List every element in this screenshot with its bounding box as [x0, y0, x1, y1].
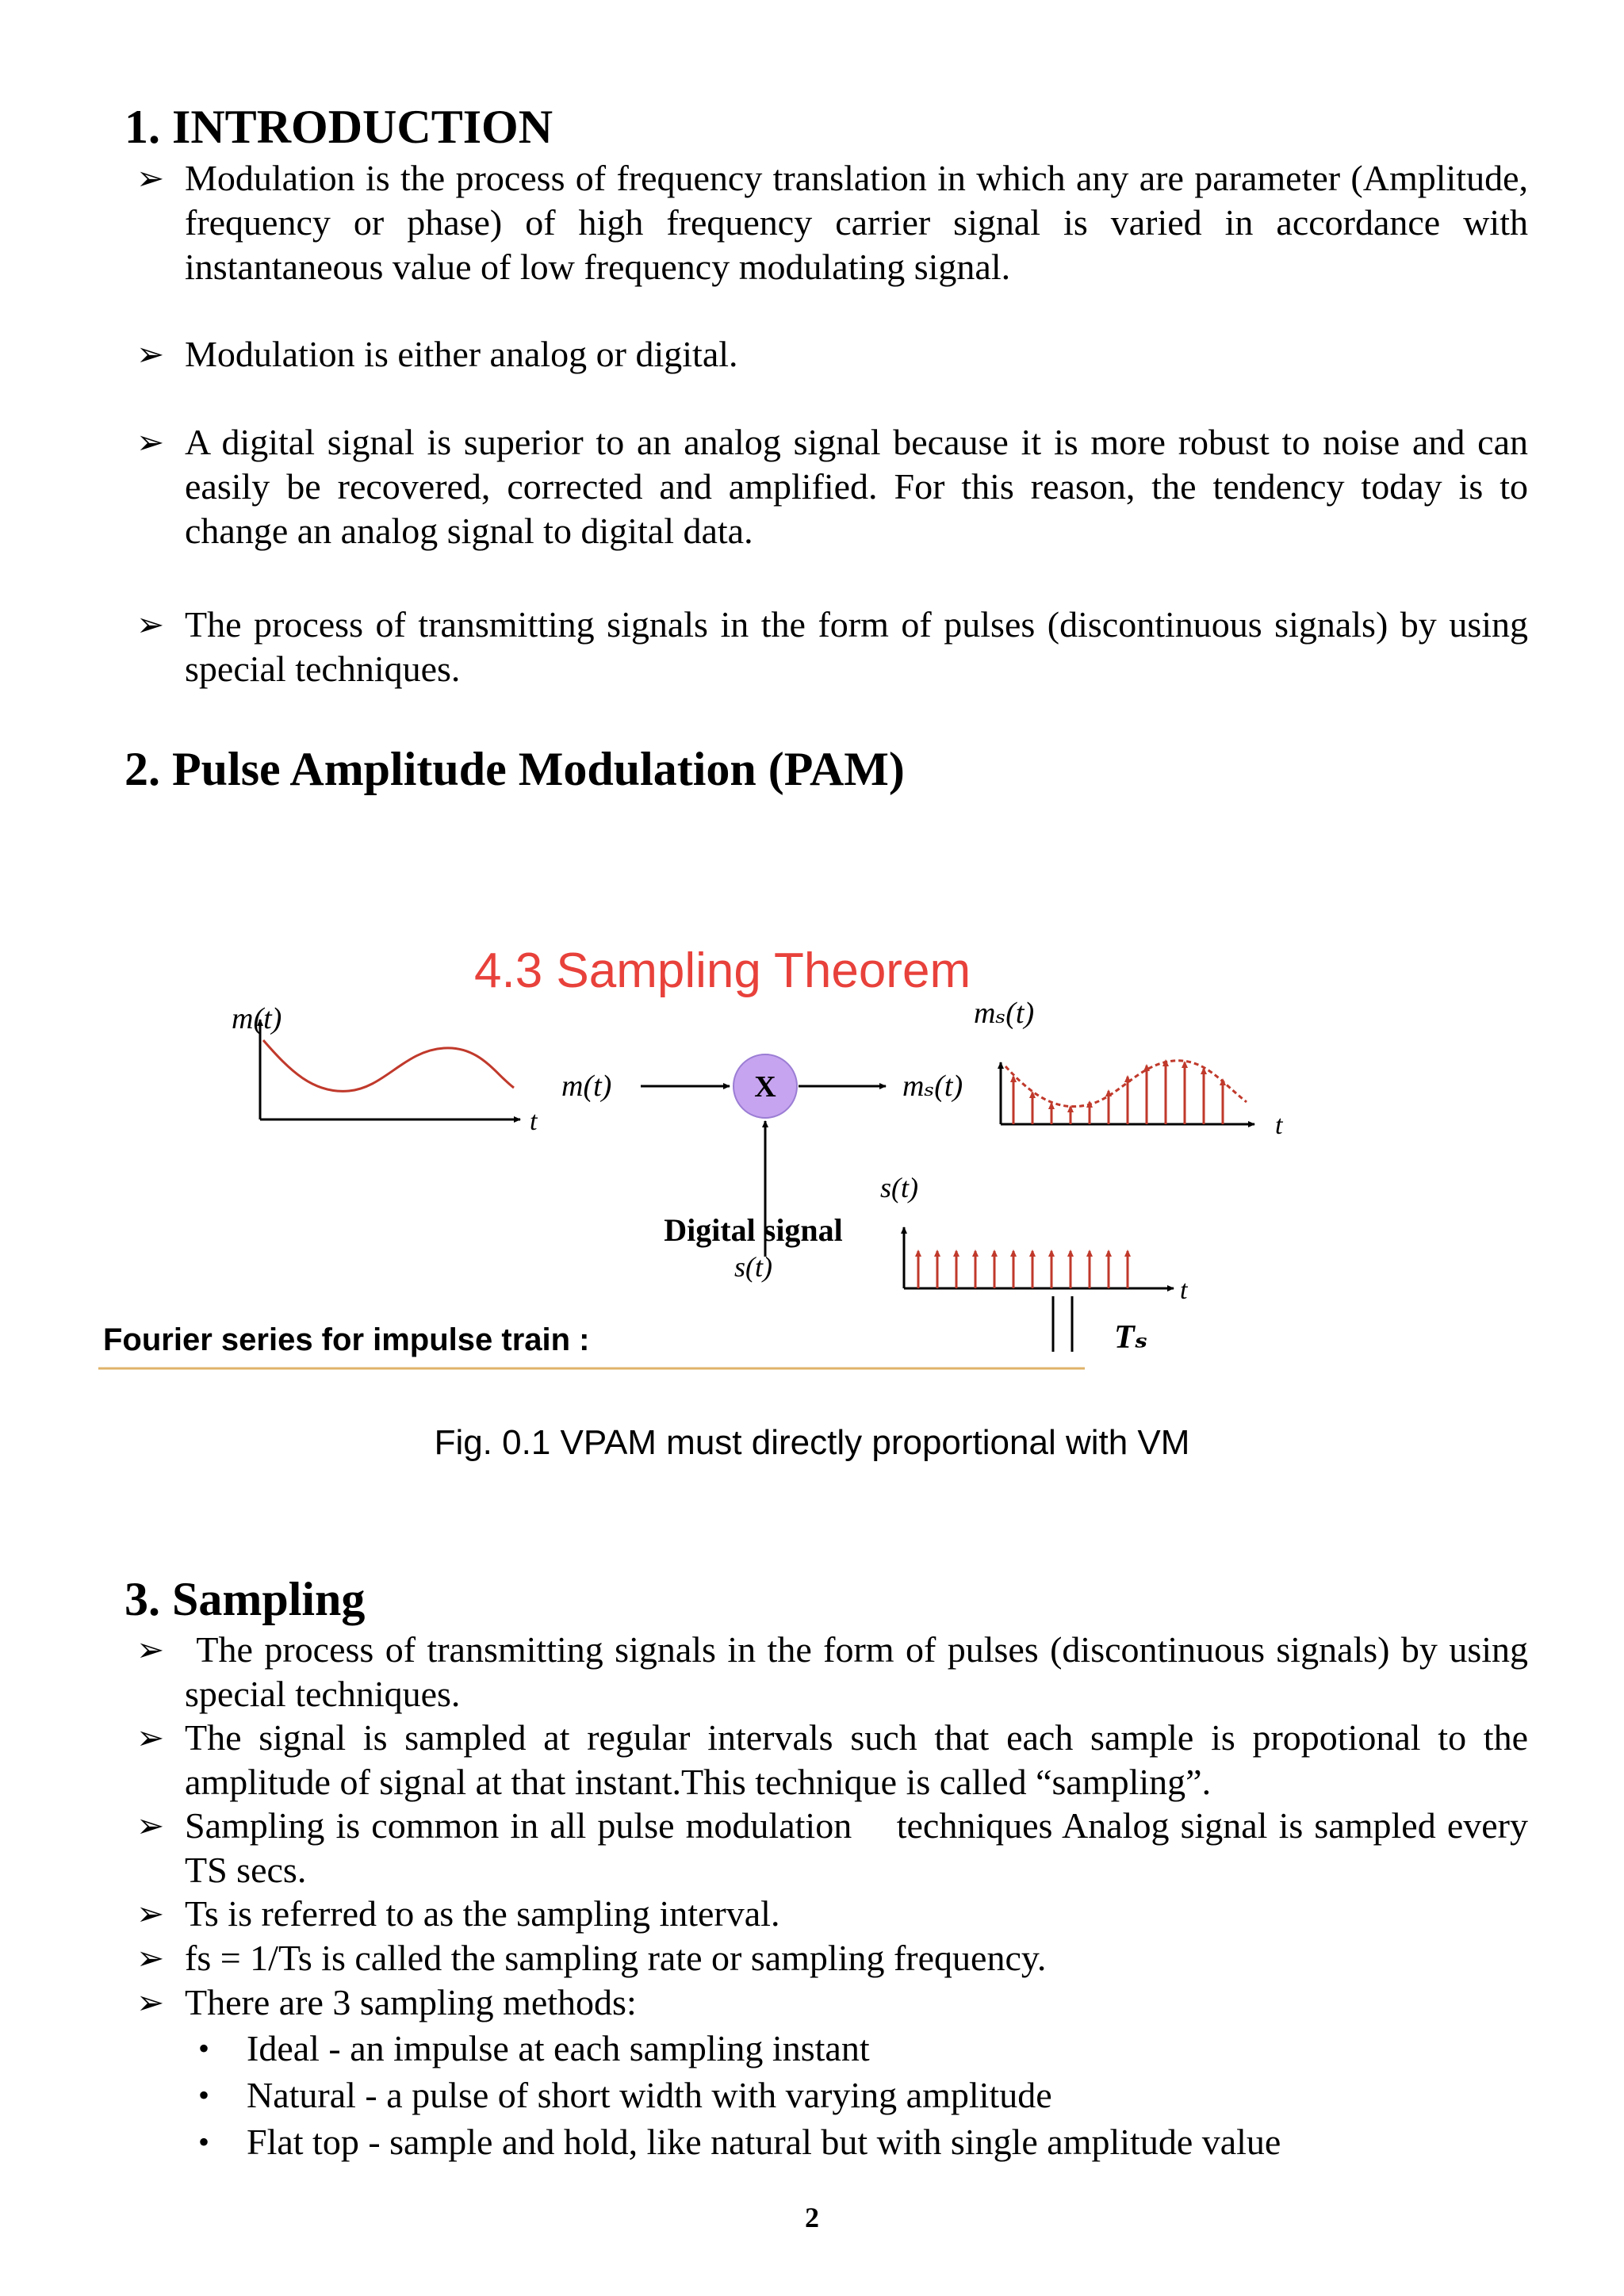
sampling-bullet-4	[136, 1892, 1528, 1936]
page-number: 2	[805, 2202, 819, 2233]
sampling-method-flat-top-text: Flat top - sample and hold, like natural but with single amplitude value	[247, 2122, 1281, 2162]
sampling-method-ideal-text: Ideal - an impulse at each sampling instant	[247, 2028, 870, 2068]
intro-bullet-4	[136, 603, 1528, 691]
mt-axis-label: m(t)	[232, 1002, 282, 1035]
intro-bullet-3	[136, 420, 1528, 553]
ms-axis-label: mₛ(t)	[974, 997, 1035, 1030]
impulse-train	[918, 1251, 1128, 1288]
intro-bullet-1	[136, 156, 1528, 289]
arrow-bullet-icon: ➢	[136, 1894, 165, 1933]
section-title-sampling: 3. Sampling	[124, 1573, 366, 1625]
sampling-method-flat-top	[198, 2120, 1507, 2164]
arrow-bullet-icon: ➢	[136, 605, 165, 644]
section-title-introduction: 1. INTRODUCTION	[124, 101, 553, 153]
figure-heading: 4.3 Sampling Theorem	[474, 943, 971, 998]
intro-bullet-1-text: Modulation is the process of frequency translation in which any are parameter (Amplitude, frequency or phase) of high frequency carrier signal is varied in accordance with instantaneous value of low frequency modulating signal.	[185, 158, 1528, 287]
intro-bullet-2	[136, 332, 1528, 377]
sampling-bullet-3-text: Sampling is common in all pulse modulation techniques Analog signal is sampled every TS secs.	[185, 1805, 1537, 1890]
digital-signal-label: Digital signal	[664, 1212, 843, 1248]
sampling-method-natural-text: Natural - a pulse of short width with varying amplitude	[247, 2075, 1052, 2115]
sampled-impulses	[1013, 1061, 1223, 1124]
output-signal-label: mₛ(t)	[902, 1070, 963, 1103]
intro-bullet-4-text: The process of transmitting signals in the form of pulses (discontinuous signals) by using special techniques.	[185, 604, 1528, 689]
mt-t-label: t	[530, 1107, 538, 1136]
ms-envelope-curve	[1005, 1061, 1247, 1107]
st-t-label: t	[1180, 1276, 1188, 1305]
section-title-pam: 2. Pulse Amplitude Modulation (PAM)	[124, 743, 905, 795]
sampling-method-natural	[198, 2073, 1507, 2118]
fourier-label: Fourier series for impulse train :	[103, 1322, 590, 1357]
sampling-bullet-2	[136, 1716, 1528, 1804]
ts-label: Tₛ	[1114, 1319, 1148, 1356]
sampling-bullet-5	[136, 1936, 1528, 1980]
digital-signal-sub-label: s(t)	[734, 1251, 772, 1283]
input-signal-label: m(t)	[561, 1070, 612, 1103]
st-axis-label: s(t)	[880, 1172, 918, 1203]
dot-bullet-icon: •	[198, 2077, 210, 2113]
multiplier-symbol: X	[754, 1070, 776, 1104]
ms-t-label: t	[1275, 1111, 1283, 1140]
arrow-bullet-icon: ➢	[136, 1983, 165, 2022]
intro-bullet-2-text: Modulation is either analog or digital.	[185, 334, 738, 374]
sampling-bullet-4-text: Ts is referred to as the sampling interval.	[185, 1893, 780, 1934]
arrow-bullet-icon: ➢	[136, 335, 165, 373]
arrow-bullet-icon: ➢	[136, 1806, 165, 1845]
arrow-bullet-icon: ➢	[136, 159, 165, 197]
figure-caption: Fig. 0.1 VPAM must directly proportional with VM	[434, 1423, 1190, 1462]
arrow-bullet-icon: ➢	[136, 423, 165, 461]
sampling-bullet-2-text: The signal is sampled at regular intervals such that each sample is propotional to the amplitude of signal at that instant.This technique is called “sampling”.	[185, 1717, 1528, 1802]
sampling-theorem-figure	[95, 936, 1283, 1387]
sampling-bullet-1-text: The process of transmitting signals in the form of pulses (discontinuous signals) by using special techniques.	[185, 1629, 1538, 1714]
modulating-signal-curve	[263, 1040, 514, 1091]
sampling-bullet-6-text: There are 3 sampling methods:	[185, 1982, 637, 2022]
sampling-method-ideal	[198, 2026, 1507, 2071]
sampling-bullet-5-text: fs = 1/Ts is called the sampling rate or sampling frequency.	[185, 1938, 1047, 1978]
sampling-bullet-1	[136, 1628, 1538, 1716]
dot-bullet-icon: •	[198, 2030, 210, 2066]
sampling-bullet-3	[136, 1804, 1537, 1892]
arrow-bullet-icon: ➢	[136, 1938, 165, 1977]
dot-bullet-icon: •	[198, 2124, 210, 2160]
arrow-bullet-icon: ➢	[136, 1718, 165, 1757]
sampling-bullet-6	[136, 1980, 1528, 2025]
arrow-bullet-icon: ➢	[136, 1630, 165, 1669]
intro-bullet-3-text: A digital signal is superior to an analog signal because it is more robust to noise and can easily be recovered, corrected and amplified. For this reason, the tendency today is to change an analog signal to digital data.	[185, 422, 1528, 551]
